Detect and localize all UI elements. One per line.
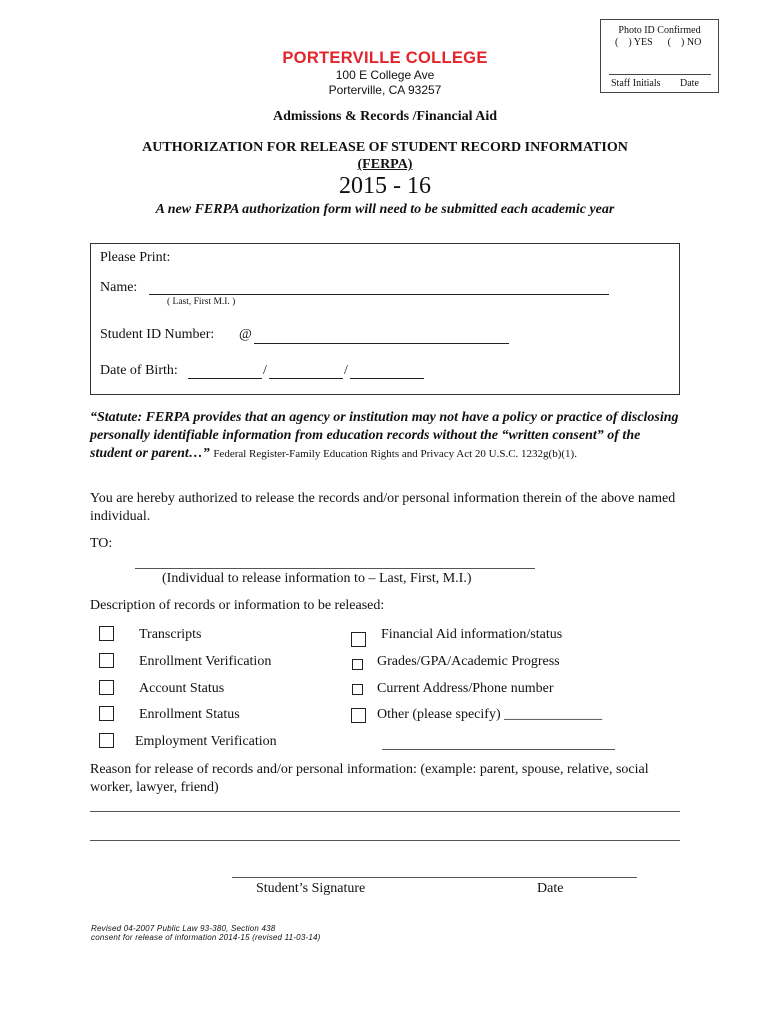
statute-citation: Federal Register-Family Education Rights and Privacy Act 20 U.S.C. 1232g(b)(1). <box>213 448 577 460</box>
other-specify-field[interactable] <box>382 749 615 750</box>
dob-separator-1: / <box>263 363 267 378</box>
student-id-prefix: @ <box>239 327 252 342</box>
dob-label: Date of Birth: <box>100 363 178 378</box>
grades-gpa-label: Grades/GPA/Academic Progress <box>377 654 560 669</box>
employment-verification-label: Employment Verification <box>135 734 277 749</box>
employment-verification-checkbox[interactable] <box>99 733 114 748</box>
to-label: TO: <box>90 536 113 551</box>
photo-id-title: Photo ID Confirmed <box>618 25 701 36</box>
enrollment-verification-label: Enrollment Verification <box>139 654 272 669</box>
address-line-1: 100 E College Ave <box>335 68 435 82</box>
staff-date-label: Date <box>680 78 699 89</box>
signature-date-label: Date <box>537 881 564 896</box>
reason-line-2[interactable] <box>90 840 680 841</box>
signature-label: Student’s Signature <box>256 881 366 896</box>
college-name: PORTERVILLE COLLEGE <box>282 49 488 67</box>
student-id-label: Student ID Number: <box>100 327 215 342</box>
reason-label: Reason for release of records and/or personal information: (example: parent, spouse, relative, social worker, lawyer, friend) <box>90 762 649 795</box>
to-hint: (Individual to release information to – Last, First, M.I.) <box>162 571 472 586</box>
annual-notice: A new FERPA authorization form will need to be submitted each academic year <box>155 202 615 217</box>
dob-separator-2: / <box>344 363 348 378</box>
signature-line[interactable] <box>232 877 637 878</box>
financial-aid-label: Financial Aid information/status <box>381 627 563 642</box>
dob-year-field[interactable] <box>350 378 424 379</box>
name-field[interactable] <box>149 294 609 295</box>
enrollment-status-checkbox[interactable] <box>99 706 114 721</box>
department-heading: Admissions & Records /Financial Aid <box>272 109 498 124</box>
photo-id-yes-no[interactable]: ( ) YES ( ) NO <box>615 37 702 48</box>
name-hint: ( Last, First M.I. ) <box>167 297 236 307</box>
address-line-2: Porterville, CA 93257 <box>328 83 442 97</box>
to-recipient-field[interactable] <box>135 568 535 569</box>
other-label: Other (please specify) ______________ <box>377 707 603 722</box>
grades-gpa-checkbox[interactable] <box>352 659 363 670</box>
dob-day-field[interactable] <box>269 378 343 379</box>
form-title: AUTHORIZATION FOR RELEASE OF STUDENT RECORD INFORMATION <box>142 140 628 155</box>
enrollment-verification-checkbox[interactable] <box>99 653 114 668</box>
account-status-checkbox[interactable] <box>99 680 114 695</box>
academic-year: 2015 - 16 <box>339 173 431 199</box>
transcripts-checkbox[interactable] <box>99 626 114 641</box>
other-checkbox[interactable] <box>351 708 366 723</box>
description-label: Description of records or information to be released: <box>90 598 385 613</box>
account-status-label: Account Status <box>139 681 225 696</box>
authorization-text: You are hereby authorized to release the records and/or personal information therein of the above named individual. <box>90 491 676 524</box>
statute-paragraph <box>90 409 685 463</box>
current-address-label: Current Address/Phone number <box>377 681 554 696</box>
footer-revised: Revised 04-2007 Public Law 93-380, Section 438 <box>91 924 276 933</box>
student-info-box <box>90 243 680 395</box>
financial-aid-checkbox[interactable] <box>351 632 366 647</box>
student-id-field[interactable] <box>254 343 509 344</box>
staff-initials-label: Staff Initials <box>611 78 661 89</box>
footer-consent: consent for release of information 2014-15 (revised 11-03-14) <box>91 933 321 942</box>
statute-quote: “Statute: FERPA provides that an agency or institution may not have a policy or practice of disclosing personally identifiable information from education records without the “written consent” of the student or parent…” <box>90 410 679 461</box>
reason-line-1[interactable] <box>90 811 680 812</box>
transcripts-label: Transcripts <box>139 627 202 642</box>
form-subtitle: (FERPA) <box>357 157 413 172</box>
name-label: Name: <box>100 280 138 295</box>
please-print-label: Please Print: <box>100 250 171 265</box>
enrollment-status-label: Enrollment Status <box>139 707 240 722</box>
dob-month-field[interactable] <box>188 378 262 379</box>
current-address-checkbox[interactable] <box>352 684 363 695</box>
